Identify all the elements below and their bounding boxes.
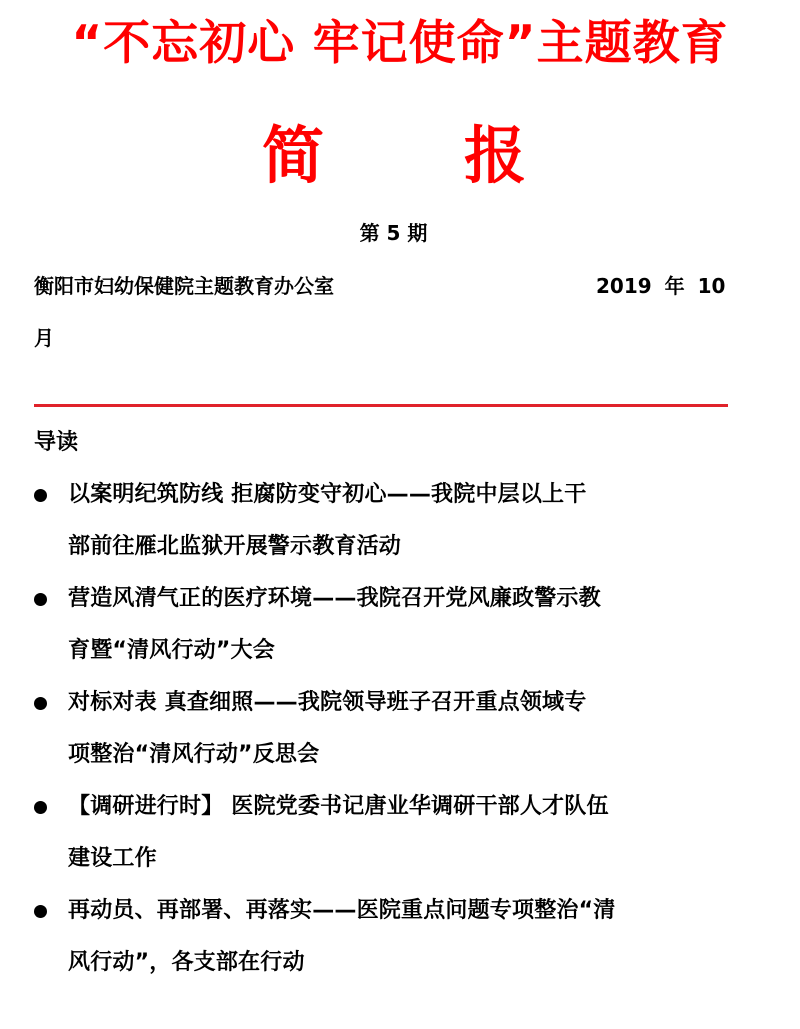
guide-item[interactable] [34,792,734,896]
guide-item-line-1: 对标对表 真查细照——我院领导班子召开重点领域专 [68,690,587,715]
guide-item-line-1: 营造风清气正的医疗环境——我院召开党风廉政警示教 [68,586,601,611]
bullet-icon [34,489,47,502]
guide-item-line-1: 以案明纪筑防线 拒腐防变守初心——我院中层以上干 [68,482,587,507]
bullet-icon [34,593,47,606]
sub-title [0,120,800,192]
publish-month: 月 [34,326,54,350]
guide-item-line-2: 风行动”，各支部在行动 [68,950,305,975]
organization-name: 衡阳市妇幼保健院主题教育办公室 [34,274,334,298]
issue-number: 第 5 期 [359,221,428,245]
bullet-icon [34,801,47,814]
red-divider [34,404,728,407]
guide-item[interactable] [34,688,734,792]
sub-title-char-2: 报 [464,119,527,192]
main-title: “不忘初心 牢记使命”主题教育 [71,16,729,71]
guide-item[interactable] [34,896,734,1000]
guide-heading: 导读 [34,430,79,455]
guide-item-line-1: 【调研进行时】 医院党委书记唐业华调研干部人才队伍 [68,794,609,819]
guide-item[interactable] [34,584,734,688]
guide-item-line-1: 再动员、再部署、再落实——医院重点问题专项整治“清 [68,898,616,923]
guide-item-line-2: 部前往雁北监狱开展警示教育活动 [68,534,402,559]
guide-item[interactable] [34,480,734,584]
guide-item-line-2: 育暨“清风行动”大会 [68,638,275,663]
guide-item-line-2: 建设工作 [68,846,157,871]
bullet-icon [34,697,47,710]
guide-item-line-2: 项整治“清风行动”反思会 [68,742,320,767]
sub-title-char-1: 简 [262,119,325,192]
guide-list [34,480,734,1000]
bullet-icon [34,905,47,918]
publish-date: 2019 年 10 [596,274,726,298]
